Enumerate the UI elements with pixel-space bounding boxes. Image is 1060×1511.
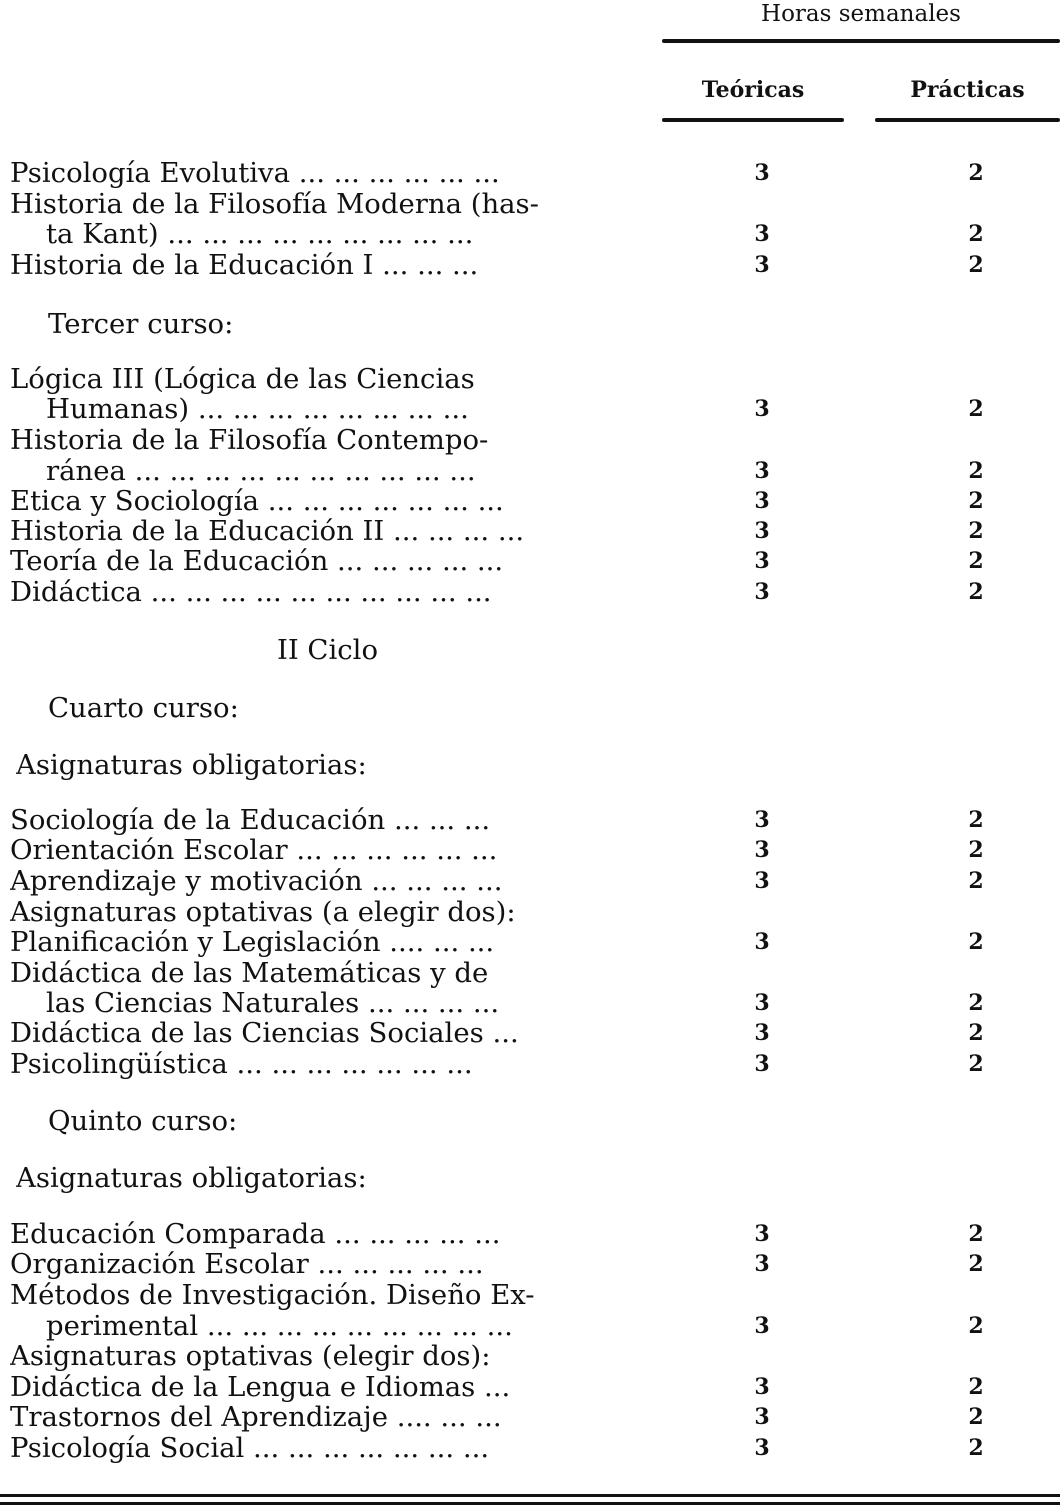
practicas-hours: 2 [968,868,984,894]
subject-name: Orientación Escolar ... ... ... ... ... ... [10,835,498,865]
teoricas-hours: 3 [754,1251,770,1277]
table-row [0,456,1060,486]
table-row [0,835,1060,865]
subject-name: Psicología Evolutiva ... ... ... ... ... ... [10,158,500,188]
group-heading [0,750,1060,780]
subject-name: perimental ... ... ... ... ... ... ... ... ... [46,1311,513,1341]
teoricas-hours: 3 [754,160,770,186]
course-heading-label: Quinto curso: [48,1106,238,1136]
table-row [0,516,1060,546]
table-row-continued-label: Asignaturas optativas (a elegir dos): [10,897,516,927]
practicas-hours: 2 [968,221,984,247]
table-bottom-rule-1 [0,1494,1060,1497]
subject-name: Trastornos del Aprendizaje .... ... ... [10,1402,502,1432]
teoricas-hours: 3 [754,990,770,1016]
practicas-hours: 2 [968,518,984,544]
teoricas-hours: 3 [754,1221,770,1247]
group-heading-label: Asignaturas obligatorias: [16,750,367,780]
practicas-hours: 2 [968,1251,984,1277]
table-row [0,486,1060,516]
column-teoricas-heading: Teóricas [701,77,805,103]
teoricas-hours: 3 [754,929,770,955]
teoricas-hours: 3 [754,868,770,894]
table-row-continued [0,364,1060,394]
table-row [0,219,1060,249]
subject-name: Planificación y Legislación .... ... ... [10,927,495,957]
teoricas-hours: 3 [754,488,770,514]
teoricas-hours: 3 [754,396,770,422]
table-row [0,1249,1060,1279]
subject-name: Organización Escolar ... ... ... ... ... [10,1249,484,1279]
teoricas-hours: 3 [754,1020,770,1046]
column-teoricas-rule [662,118,844,122]
table-row [0,158,1060,188]
teoricas-hours: 3 [754,579,770,605]
course-heading-label: Cuarto curso: [48,693,239,723]
table-row-continued-label: Historia de la Filosofía Contempo- [10,425,489,455]
practicas-hours: 2 [968,1020,984,1046]
subject-name: Didáctica de las Ciencias Sociales ... [10,1018,519,1048]
table-row [0,1049,1060,1079]
table-row [0,1372,1060,1402]
teoricas-hours: 3 [754,548,770,574]
practicas-hours: 2 [968,1404,984,1430]
teoricas-hours: 3 [754,252,770,278]
subject-name: Humanas) ... ... ... ... ... ... ... ... [46,394,469,424]
table-row-continued [0,958,1060,988]
teoricas-hours: 3 [754,1374,770,1400]
table-row [0,546,1060,576]
table-row-continued-label: Métodos de Investigación. Diseño Ex- [10,1280,535,1310]
teoricas-hours: 3 [754,1435,770,1461]
subject-name: Educación Comparada ... ... ... ... ... [10,1219,501,1249]
practicas-hours: 2 [968,837,984,863]
subject-name: Psicología Social ... ... ... ... ... ... ... [10,1433,490,1463]
practicas-hours: 2 [968,160,984,186]
table-row [0,1311,1060,1341]
practicas-hours: 2 [968,252,984,278]
practicas-hours: 2 [968,1374,984,1400]
teoricas-hours: 3 [754,1404,770,1430]
subject-name: Psicolingüística ... ... ... ... ... ... ... [10,1049,473,1079]
table-row [0,988,1060,1018]
subject-name: Historia de la Educación I ... ... ... [10,250,479,280]
table-bottom-rule-2 [0,1502,1060,1505]
table-row [0,1433,1060,1463]
column-practicas-rule [875,118,1060,122]
course-heading [0,693,1060,723]
practicas-hours: 2 [968,807,984,833]
subject-name: Aprendizaje y motivación ... ... ... ... [10,866,503,896]
table-row-continued [0,189,1060,219]
practicas-hours: 2 [968,548,984,574]
table-row [0,1402,1060,1432]
table-row-continued-label: Historia de la Filosofía Moderna (has- [10,189,539,219]
table-row [0,1018,1060,1048]
table-row [0,577,1060,607]
subject-name: ránea ... ... ... ... ... ... ... ... ... ... [46,456,476,486]
teoricas-hours: 3 [754,1051,770,1077]
practicas-hours: 2 [968,1313,984,1339]
table-row [0,805,1060,835]
table-row-continued [0,425,1060,455]
cycle-heading [0,635,1060,665]
practicas-hours: 2 [968,990,984,1016]
teoricas-hours: 3 [754,837,770,863]
practicas-hours: 2 [968,579,984,605]
group-heading [0,1163,1060,1193]
course-heading [0,309,1060,339]
course-heading-label: Tercer curso: [48,309,234,339]
header-top-rule [662,39,1060,43]
subject-name: Sociología de la Educación ... ... ... [10,805,491,835]
table-row [0,866,1060,896]
practicas-hours: 2 [968,929,984,955]
subject-name: las Ciencias Naturales ... ... ... ... [46,988,500,1018]
teoricas-hours: 3 [754,518,770,544]
practicas-hours: 2 [968,396,984,422]
practicas-hours: 2 [968,458,984,484]
table-row-continued [0,897,1060,927]
hours-per-week-heading: Horas semanales [761,1,961,27]
teoricas-hours: 3 [754,807,770,833]
table-row-continued-label: Asignaturas optativas (elegir dos): [10,1341,491,1371]
subject-name: ta Kant) ... ... ... ... ... ... ... ... ... [46,219,474,249]
cycle-heading-label: II Ciclo [276,635,379,665]
table-row-continued-label: Lógica III (Lógica de las Ciencias [10,364,475,394]
practicas-hours: 2 [968,1435,984,1461]
table-row [0,250,1060,280]
table-row-continued-label: Didáctica de las Matemáticas y de [10,958,489,988]
practicas-hours: 2 [968,488,984,514]
table-row [0,927,1060,957]
table-row [0,1219,1060,1249]
course-heading [0,1106,1060,1136]
teoricas-hours: 3 [754,458,770,484]
table-row-continued [0,1341,1060,1371]
practicas-hours: 2 [968,1051,984,1077]
column-practicas-heading: Prácticas [910,77,1025,103]
subject-name: Etica y Sociología ... ... ... ... ... ... ... [10,486,504,516]
table-row [0,394,1060,424]
subject-name: Didáctica de la Lengua e Idiomas ... [10,1372,511,1402]
table-row-continued [0,1280,1060,1310]
subject-name: Didáctica ... ... ... ... ... ... ... ... ... ... [10,577,492,607]
group-heading-label: Asignaturas obligatorias: [16,1163,367,1193]
subject-name: Teoría de la Educación ... ... ... ... ... [10,546,504,576]
subject-name: Historia de la Educación II ... ... ... ... [10,516,525,546]
practicas-hours: 2 [968,1221,984,1247]
teoricas-hours: 3 [754,221,770,247]
teoricas-hours: 3 [754,1313,770,1339]
